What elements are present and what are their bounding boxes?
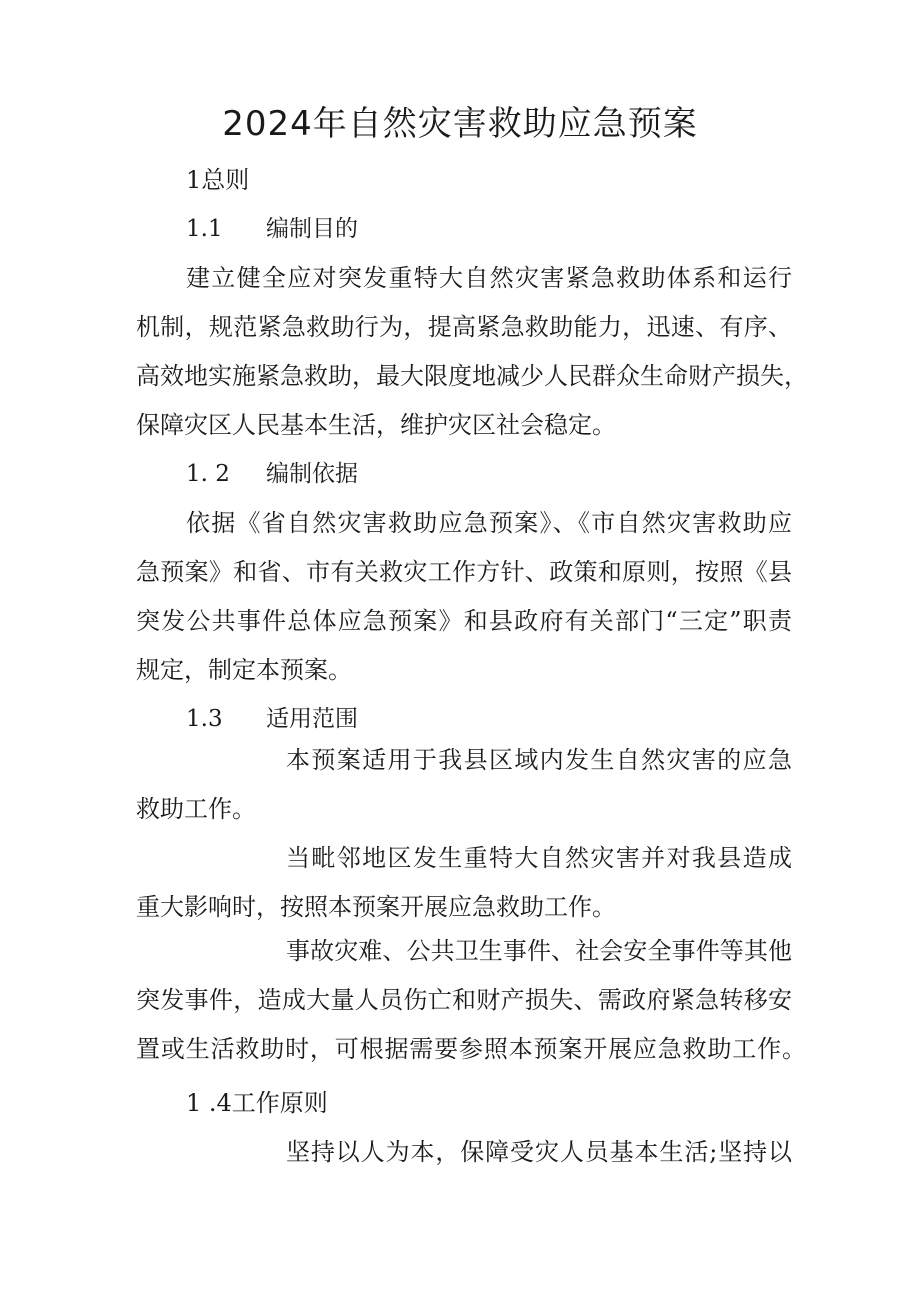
- paragraph-line: 突发公共事件总体应急预案》和县政府有关部门“三定”职责: [136, 607, 792, 635]
- paragraph-line: 保障灾区人民基本生活，维护灾区社会稳定。: [136, 411, 616, 439]
- section-heading-1-1: [186, 211, 358, 247]
- section-title: 编制目的: [266, 216, 358, 242]
- paragraph-line: 重大影响时，按照本预案开展应急救助工作。: [136, 893, 616, 921]
- paragraph-line: 突发事件，造成大量人员伤亡和财产损失、需政府紧急转移安: [136, 986, 792, 1014]
- document-title: 2024年自然灾害救助应急预案: [222, 104, 698, 144]
- paragraph-line: 急预案》和省、市有关救灾工作方针、政策和原则，按照《县: [136, 558, 792, 586]
- section-heading-1-3: [186, 701, 358, 737]
- paragraph-line: 依据《省自然灾害救助应急预案》、《市自然灾害救助应: [186, 509, 792, 537]
- section-number: 1.1: [186, 216, 223, 242]
- paragraph-line: 坚持以人为本，保障受灾人员基本生活;坚持以: [286, 1138, 792, 1166]
- paragraph-line: 本预案适用于我县区域内发生自然灾害的应急: [286, 746, 792, 774]
- section-heading-1-2: [186, 456, 358, 492]
- section-number: 1. 2: [186, 461, 230, 487]
- section-number: 1.3: [186, 706, 223, 732]
- paragraph-line: 高效地实施紧急救助，最大限度地减少人民群众生命财产损失，: [136, 362, 808, 390]
- paragraph-line: 规定，制定本预案。: [136, 656, 352, 684]
- paragraph-line: 当毗邻地区发生重特大自然灾害并对我县造成: [286, 844, 792, 872]
- section-title: 适用范围: [266, 706, 358, 732]
- paragraph-line: 救助工作。: [136, 795, 256, 823]
- paragraph-line: 事故灾难、公共卫生事件、社会安全事件等其他: [286, 937, 792, 965]
- section-heading-1-4: 1 .4工作原则: [186, 1089, 328, 1117]
- section-heading-general: 1总则: [186, 166, 250, 194]
- paragraph-line: 机制，规范紧急救助行为，提高紧急救助能力，迅速、有序、: [136, 313, 792, 341]
- section-title: 编制依据: [266, 461, 358, 487]
- paragraph-line: 置或生活救助时，可根据需要参照本预案开展应急救助工作。: [136, 1035, 806, 1063]
- paragraph-line: 建立健全应对突发重特大自然灾害紧急救助体系和运行: [186, 264, 792, 292]
